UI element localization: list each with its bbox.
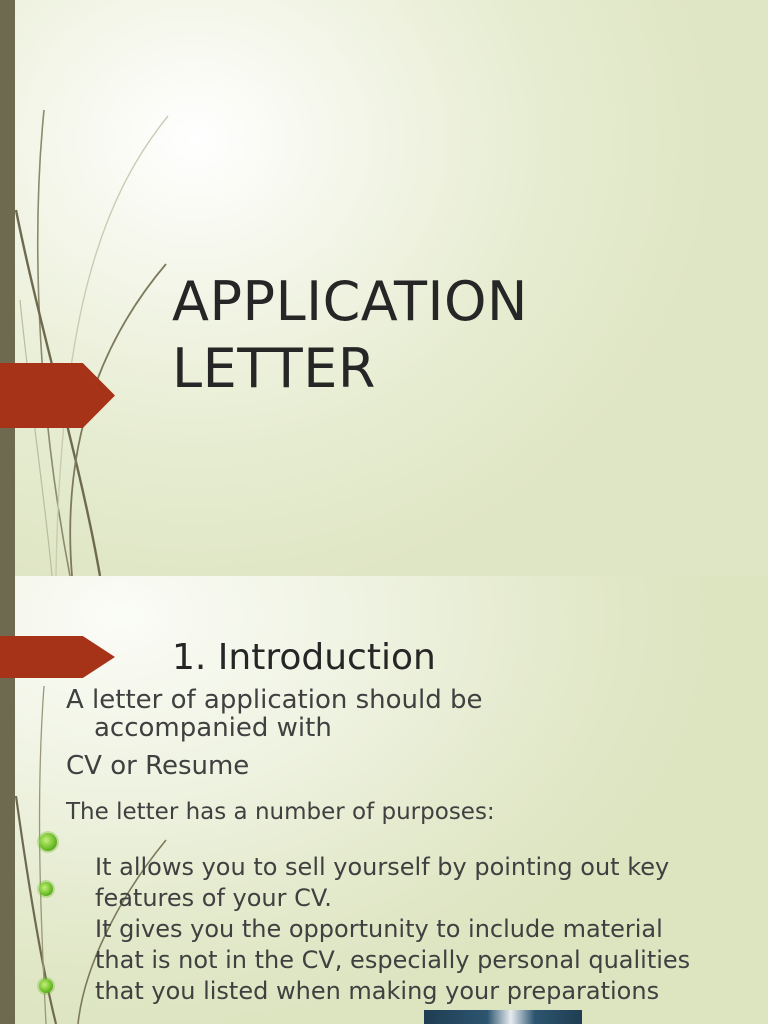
intro-paragraph <box>66 686 483 742</box>
intro-line-1: A letter of application should be <box>66 685 483 715</box>
intro-line-2: accompanied with <box>94 713 332 743</box>
section-heading: 1. Introduction <box>172 637 436 678</box>
title-line-1: APPLICATION <box>172 270 528 333</box>
title-line-2: LETTER <box>172 337 376 400</box>
cv-resume-text: CV or Resume <box>66 751 250 781</box>
slide-title <box>172 268 528 402</box>
introduction-slide <box>0 576 768 1024</box>
slide-side-bar <box>0 0 15 576</box>
green-flower-bullet-icon <box>39 882 53 896</box>
list-item: It gives you the opportunity to include material that is not in the CV, especially personal qualities that you listed when making your preparations <box>95 915 691 1005</box>
decorative-swoosh-lines <box>0 0 200 576</box>
purposes-intro-text: The letter has a number of purposes: <box>66 799 495 825</box>
person-photo-thumbnail <box>424 1010 582 1024</box>
title-accent-tab <box>0 363 115 428</box>
green-flower-bullet-icon <box>39 833 57 851</box>
list-item: It allows you to sell yourself by pointing out key features of your CV. <box>95 853 670 912</box>
purposes-list <box>95 852 695 1007</box>
heading-accent-tab <box>0 636 115 678</box>
green-flower-bullet-icon <box>39 979 53 993</box>
